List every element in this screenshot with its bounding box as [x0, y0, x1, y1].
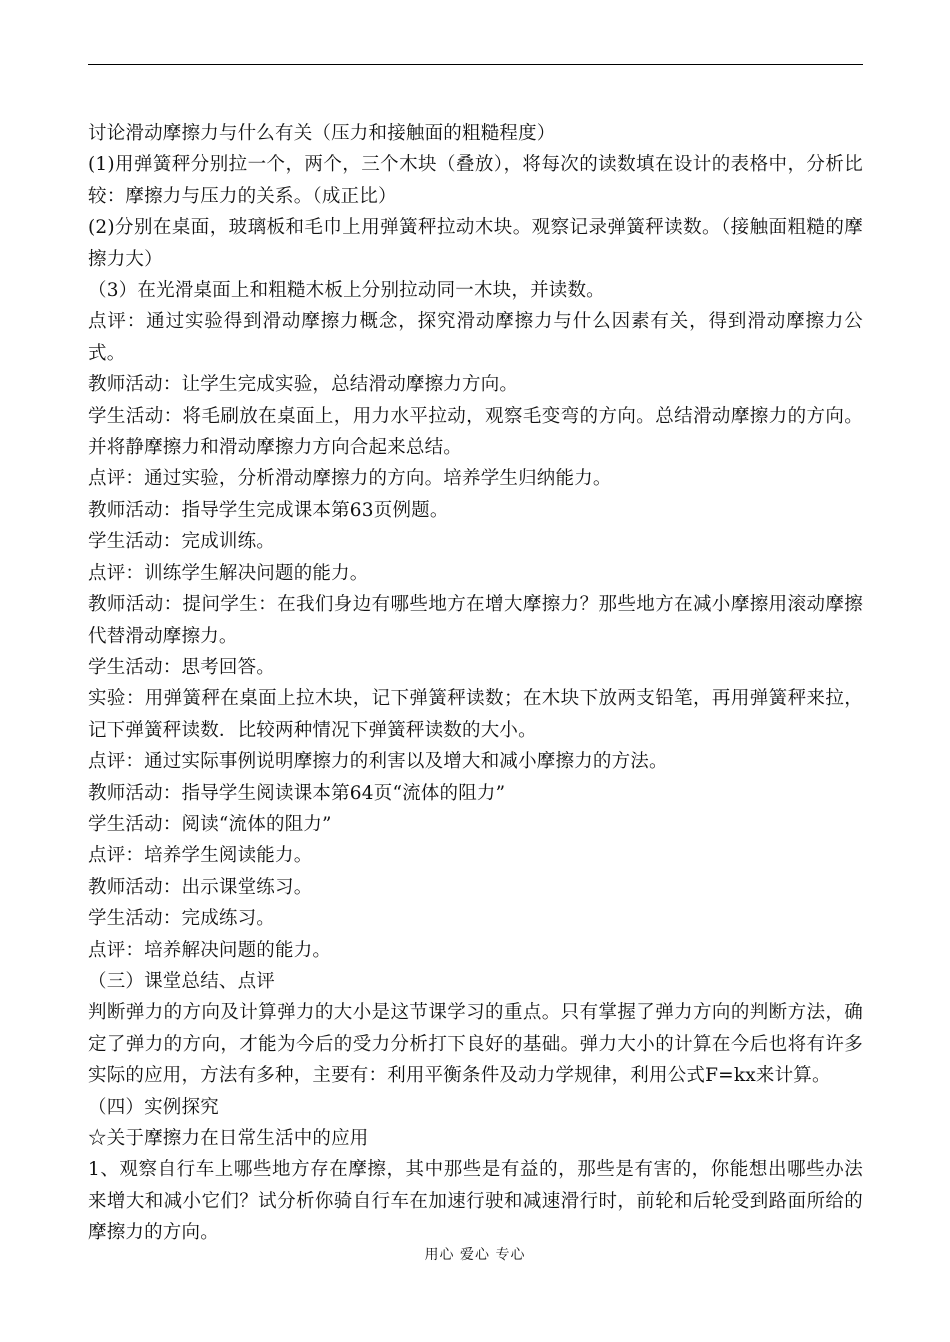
paragraph: 点评：通过实验，分析滑动摩擦力的方向。培养学生归纳能力。: [88, 468, 612, 490]
paragraph: 学生活动：将毛刷放在桌面上，用力水平拉动，观察毛变弯的方向。总结滑动摩擦力的方向。并将静摩擦力和滑动摩擦力方向合起来总结。: [88, 405, 863, 459]
paragraph: 教师活动：让学生完成实验，总结滑动摩擦力方向。: [88, 374, 519, 396]
document-body: [88, 118, 863, 1249]
paragraph: 学生活动：完成练习。: [88, 908, 276, 930]
header-rule: [88, 64, 863, 65]
page-footer: 用心 爱心 专心: [424, 1247, 526, 1263]
paragraph: 学生活动：思考回答。: [88, 656, 276, 678]
paragraph: 1、观察自行车上哪些地方存在摩擦，其中那些是有益的，那些是有害的，你能想出哪些办法来增大和减小它们？试分析你骑自行车在加速行驶和减速滑行时，前轮和后轮受到路面所给的摩擦力的方向。: [88, 1159, 863, 1244]
paragraph: 判断弹力的方向及计算弹力的大小是这节课学习的重点。只有掌握了弹力方向的判断方法，确定了弹力的方向，才能为今后的受力分析打下良好的基础。弹力大小的计算在今后也将有许多实际的应用，方法有多种，主要有：利用平衡条件及动力学规律，利用公式F=kx来计算。: [88, 1002, 863, 1087]
paragraph: 教师活动：提问学生：在我们身边有哪些地方在增大摩擦力？那些地方在减小摩擦用滚动摩擦代替滑动摩擦力。: [88, 594, 863, 647]
paragraph: 教师活动：指导学生完成课本第63页例题。: [88, 499, 449, 521]
paragraph: 教师活动：出示课堂练习。: [88, 876, 313, 898]
section-heading: （三）课堂总结、点评: [88, 970, 276, 992]
paragraph: 教师活动：指导学生阅读课本第64页“流体的阻力”: [88, 782, 506, 804]
paragraph: (2)分别在桌面，玻璃板和毛巾上用弹簧秤拉动木块。观察记录弹簧秤读数。（接触面粗糙的摩擦力大）: [88, 217, 863, 270]
paragraph: (1)用弹簧秤分别拉一个，两个，三个木块（叠放），将每次的读数填在设计的表格中，分析比较：摩擦力与压力的关系。（成正比）: [88, 154, 863, 207]
section-heading: （四）实例探究: [88, 1096, 219, 1118]
paragraph: 点评：培养学生阅读能力。: [88, 845, 313, 867]
paragraph: 讨论滑动摩擦力与什么有关（压力和接触面的粗糙程度）: [88, 123, 556, 144]
paragraph: 实验：用弹簧秤在桌面上拉木块，记下弹簧秤读数；在木块下放两支铅笔，再用弹簧秤来拉，记下弹簧秤读数．比较两种情况下弹簧秤读数的大小。: [88, 688, 863, 741]
paragraph: 点评：通过实验得到滑动摩擦力概念，探究滑动摩擦力与什么因素有关，得到滑动摩擦力公式。: [88, 311, 863, 364]
paragraph: 学生活动：完成训练。: [88, 531, 276, 553]
paragraph: （3）在光滑桌面上和粗糙木板上分别拉动同一木块，并读数。: [88, 280, 605, 302]
paragraph: 点评：通过实际事例说明摩擦力的利害以及增大和减小摩擦力的方法。: [88, 751, 668, 773]
paragraph: 点评：培养解决问题的能力。: [88, 939, 332, 961]
paragraph: ☆关于摩擦力在日常生活中的应用: [88, 1128, 369, 1149]
paragraph: 学生活动：阅读“流体的阻力”: [88, 813, 332, 835]
paragraph: 点评：训练学生解决问题的能力。: [88, 562, 369, 584]
